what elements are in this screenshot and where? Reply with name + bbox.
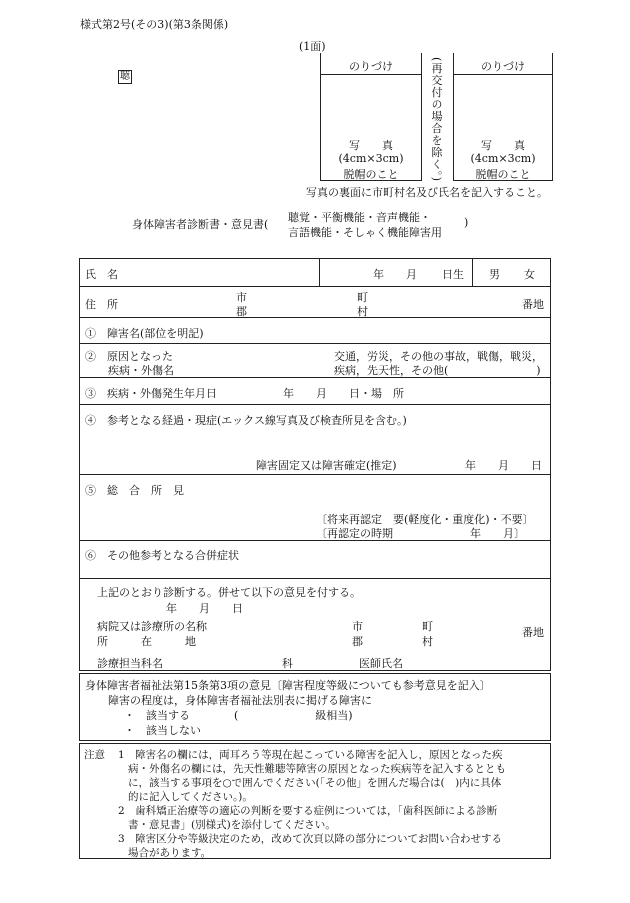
photo-right-line2: (4cm×3cm)	[470, 152, 536, 165]
row-onset-date: ③ 疾病・外傷発生年月日 年 月 日・場 所	[85, 387, 404, 400]
photo-left-line3: 脱帽のこと	[343, 168, 399, 181]
hospital-city-gun: 郡	[352, 635, 363, 648]
photo-left-line1: 写 真	[349, 139, 393, 152]
note3-line2: 場合があります。	[128, 847, 212, 859]
opinion-title: 身体障害者福祉法第15条第3項の意見〔障害程度等級についても参考意見を記入〕	[85, 679, 491, 692]
department-label: 診療担当科名	[97, 657, 163, 670]
birth-day: 日生	[442, 268, 464, 281]
document-subtitle-line2: 言語機能・そしゃく機能障害用	[288, 226, 442, 239]
hospital-city-shi: 市	[352, 620, 363, 633]
birth-year: 年	[373, 268, 384, 281]
photo-box-left	[320, 53, 422, 181]
hospital-address-label: 所 在 地	[97, 635, 196, 648]
note1-line2: 病・外傷名の欄には，先天性難聴等障害の原因となった疾病等を記入するととも	[128, 763, 506, 775]
row-history-date: 年 月 日	[465, 459, 542, 472]
hospital-town-mura: 村	[422, 635, 433, 648]
note1-line4: 的に記入してください。)。	[128, 791, 253, 803]
hospital-name-label: 病院又は診療所の名称	[97, 620, 207, 633]
row-cause-label2: 疾病・外傷名	[108, 364, 174, 377]
department-ka: 科	[282, 657, 293, 670]
note2-line2: 書・意見書」(別様式)を添付してください。	[128, 819, 336, 831]
row-cause-options1: 交通，労災，その他の事故，戦傷，戦災，	[334, 350, 543, 363]
diagnosis-date: 年 月 日	[166, 602, 243, 615]
opinion-option-not-applicable: ・ 該当しない	[124, 724, 201, 737]
row-history: ④ 参考となる経過・現症(エックス線写真及び検査所見を含む。)	[85, 414, 407, 427]
form-number: 様式第2号(その3)(第3条関係)	[80, 18, 229, 31]
photo-right-line1: 写 真	[481, 139, 525, 152]
row-cause-label1: ② 原因となった	[85, 350, 173, 363]
document-title: 身体障害者診断書・意見書(	[132, 218, 269, 231]
address-city-gun: 郡	[236, 305, 247, 318]
photo-right-line3: 脱帽のこと	[475, 168, 531, 181]
doctor-name-label: 医師氏名	[359, 657, 403, 670]
note3-line1: 3 障害区分や等級決定のため，改めて次頁以降の部分についてお問い合わせする	[118, 833, 503, 845]
row-recertification-period: 〔再認定の時期 年 月〕	[316, 527, 525, 540]
row-complications: ⑥ その他参考となる合併症状	[85, 549, 239, 562]
address-label: 住 所	[85, 298, 118, 311]
hospital-town-machi: 町	[422, 620, 433, 633]
diagnosis-statement: 上記のとおり診断する。併せて以下の意見を付する。	[97, 586, 361, 599]
row-cause-options2: 疾病，先天性，その他( )	[334, 364, 541, 377]
row-disability-name: ① 障害名(部位を明記)	[85, 327, 204, 340]
address-town-machi: 町	[357, 291, 368, 304]
document-subtitle-line1: 聴覚・平衡機能・音声機能・	[288, 211, 431, 224]
row-recertification: 〔将来再認定 要(軽度化・重度化)・不要〕	[316, 513, 534, 526]
birth-month: 月	[406, 268, 417, 281]
name-label: 氏 名	[85, 268, 118, 281]
side-label: (1面)	[299, 40, 326, 53]
hospital-banchi: 番地	[522, 626, 544, 639]
sex-male: 男	[489, 268, 500, 281]
address-city-shi: 市	[236, 291, 247, 304]
photo-box-right	[453, 53, 553, 181]
notes-label: 注意	[84, 749, 105, 761]
document-title-close: )	[464, 216, 469, 229]
note1-line3: に，該当する事項を○で囲んでください(「その他」を囲んだ場合は( )内に具体	[128, 777, 502, 789]
address-banchi: 番地	[522, 298, 544, 311]
opinion-subtitle: 障害の程度は，身体障害者福祉法別表に掲げる障害に	[108, 694, 372, 707]
photo-left-line2: (4cm×3cm)	[338, 152, 404, 165]
opinion-option-applicable: ・ 該当する ( 級相当)	[124, 709, 353, 722]
address-town-mura: 村	[357, 305, 368, 318]
row-overall-findings: ⑤ 総 合 所 見	[85, 484, 184, 497]
photo-note: 写真の裏面に市町村名及び氏名を記入すること。	[306, 186, 548, 199]
reissue-note-vertical: (再交付の場合を除く。)	[430, 57, 443, 183]
row-history-fixed: 障害固定又は障害確定(推定)	[256, 459, 397, 472]
sex-female: 女	[524, 268, 535, 281]
note1-line1: 1 障害名の欄には，両耳ろう等現在起こっている障害を記入し，原因となった疾	[118, 749, 503, 761]
note2-line1: 2 歯科矯正治療等の適応の判断を要する症例については，「歯科医師による診断	[118, 805, 498, 817]
photo-left-glue-label: のりづけ	[349, 60, 393, 73]
photo-right-glue-label: のりづけ	[481, 60, 525, 73]
category-mark: 聴	[120, 71, 130, 82]
